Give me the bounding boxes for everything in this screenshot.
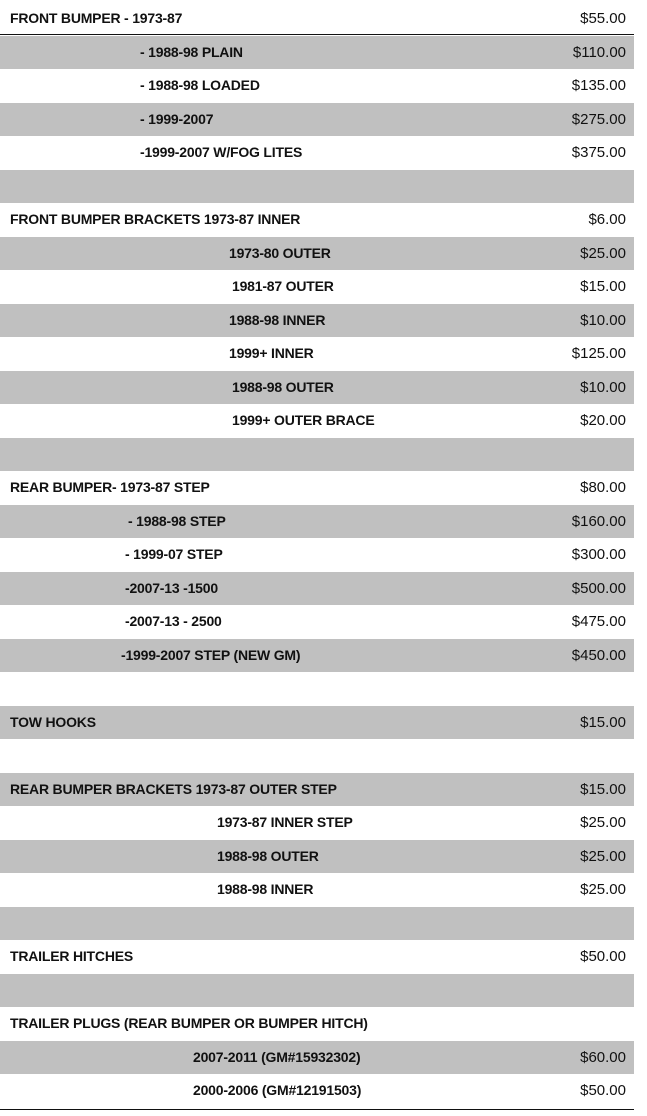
item-description: REAR BUMPER- 1973-87 STEP <box>10 479 210 495</box>
item-description: 1988-98 OUTER <box>232 378 334 395</box>
item-price: $50.00 <box>580 948 626 965</box>
item-description: 1988-98 INNER <box>229 311 326 328</box>
item-description: 1999+ INNER <box>229 345 314 361</box>
item-description: 1973-80 OUTER <box>229 244 331 261</box>
item-price: $110.00 <box>572 43 626 61</box>
item-price: $160.00 <box>571 512 626 530</box>
item-description: TOW HOOKS <box>10 713 96 730</box>
item-price: $80.00 <box>580 479 626 496</box>
item-price: $475.00 <box>571 613 626 630</box>
item-price: $10.00 <box>580 378 626 396</box>
item-price: $450.00 <box>571 646 626 664</box>
item-description: 1999+ OUTER BRACE <box>232 412 375 428</box>
item-description: FRONT BUMPER - 1973-87 <box>10 10 183 26</box>
price-row <box>0 639 634 672</box>
price-row <box>0 203 634 236</box>
price-row <box>0 773 634 806</box>
spacer-row <box>0 438 634 471</box>
footer-divider <box>0 1109 634 1110</box>
item-description: FRONT BUMPER BRACKETS 1973-87 INNER <box>10 211 301 227</box>
item-description: REAR BUMPER BRACKETS 1973-87 OUTER STEP <box>10 780 337 797</box>
price-row <box>0 69 634 102</box>
item-price: $25.00 <box>580 244 626 262</box>
item-price: $135.00 <box>571 77 626 94</box>
item-price: $55.00 <box>580 10 626 27</box>
item-price: $60.00 <box>580 1048 626 1066</box>
price-row <box>0 270 634 303</box>
item-price: $375.00 <box>571 144 626 161</box>
price-row <box>0 840 634 873</box>
item-description: TRAILER HITCHES <box>10 948 134 964</box>
item-description: 1973-87 INNER STEP <box>217 814 353 830</box>
item-description: - 1999-07 STEP <box>125 546 223 562</box>
item-description: -2007-13 -1500 <box>125 579 218 596</box>
price-row <box>0 1007 634 1040</box>
item-price: $6.00 <box>588 211 626 228</box>
price-row <box>0 538 634 571</box>
item-description: 1981-87 OUTER <box>232 278 334 294</box>
price-row <box>0 103 634 136</box>
item-description: 2007-2011 (GM#15932302) <box>193 1048 361 1065</box>
item-price: $275.00 <box>571 110 626 128</box>
price-row <box>0 706 634 739</box>
spacer-row <box>0 974 634 1007</box>
item-description: - 1988-98 STEP <box>128 512 226 529</box>
item-description: -1999-2007 STEP (NEW GM) <box>121 646 301 663</box>
item-description: - 1988-98 LOADED <box>140 77 260 93</box>
item-description: -2007-13 - 2500 <box>125 613 222 629</box>
price-row <box>0 471 634 504</box>
item-price: $25.00 <box>580 814 626 831</box>
item-description: TRAILER PLUGS (REAR BUMPER OR BUMPER HITCH) <box>10 1015 368 1031</box>
price-row <box>0 404 634 437</box>
item-price: $25.00 <box>580 881 626 898</box>
item-price: $50.00 <box>580 1082 626 1099</box>
price-row <box>0 237 634 270</box>
item-description: -1999-2007 W/FOG LITES <box>140 144 303 160</box>
item-price: $25.00 <box>580 847 626 865</box>
price-row <box>0 337 634 370</box>
price-row <box>0 572 634 605</box>
header-divider <box>0 34 634 35</box>
item-description: 1988-98 OUTER <box>217 847 319 864</box>
item-price: $500.00 <box>571 579 626 597</box>
price-row <box>0 873 634 906</box>
item-description: 2000-2006 (GM#12191503) <box>193 1082 362 1098</box>
item-price: $20.00 <box>580 412 626 429</box>
price-row <box>0 940 634 973</box>
item-price: $15.00 <box>580 713 626 731</box>
price-row <box>0 1041 634 1074</box>
spacer-row <box>0 907 634 940</box>
price-row <box>0 136 634 169</box>
item-price: $15.00 <box>580 780 626 798</box>
item-price: $15.00 <box>580 278 626 295</box>
price-row <box>0 605 634 638</box>
price-row <box>0 806 634 839</box>
price-row <box>0 304 634 337</box>
price-row <box>0 2 634 35</box>
item-description: 1988-98 INNER <box>217 881 314 897</box>
price-row <box>0 1074 634 1107</box>
item-price: $10.00 <box>580 311 626 329</box>
item-description: - 1988-98 PLAIN <box>140 43 243 60</box>
price-row <box>0 371 634 404</box>
spacer-row <box>0 739 634 772</box>
item-price: $125.00 <box>571 345 626 362</box>
spacer-row <box>0 672 634 705</box>
spacer-row <box>0 170 634 203</box>
price-row <box>0 505 634 538</box>
item-price: $300.00 <box>571 546 626 563</box>
item-description: - 1999-2007 <box>140 110 214 127</box>
price-row <box>0 36 634 69</box>
